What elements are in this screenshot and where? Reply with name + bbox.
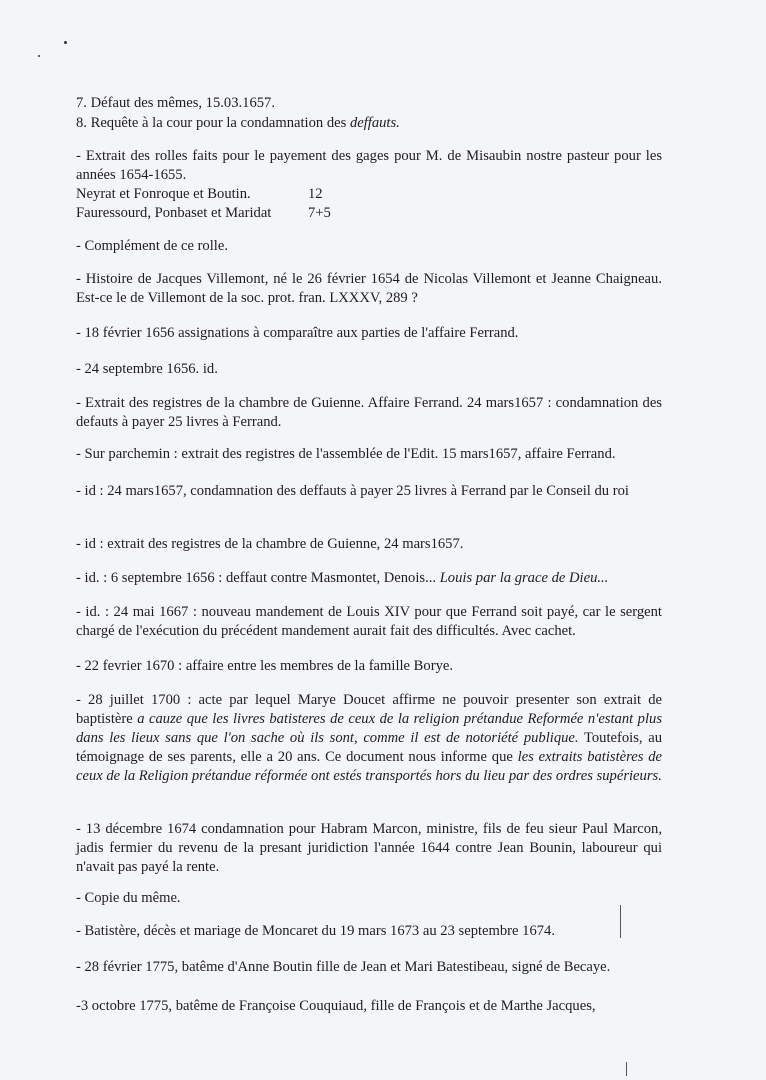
entry-conseil: - id : 24 mars1657, condamnation des deffauts à payer 25 livres à Ferrand par le Conseil du roi xyxy=(76,483,629,499)
entry-boutin: - 28 février 1775, batême d'Anne Boutin fille de Jean et Mari Batestibeau, signé de Becaye. xyxy=(76,959,611,975)
entry-parchemin: - Sur parchemin : extrait des registres de l'assemblée de l'Edit. 15 mars1657, affaire Ferrand. xyxy=(76,446,616,462)
entry-moncaret: - Batistère, décès et mariage de Moncaret du 19 mars 1673 au 23 septembre 1674. xyxy=(76,923,555,939)
entry-doucet: - 28 juillet 1700 : acte par lequel Marye Doucet affirme ne pouvoir presenter son extrait de baptistère a cauze que les livres batisteres de ceux de la religion prétandue Reformée n'estant plus dans les lieux sans que l'on sache où ils sont, comme il est de notoriété publique. Toutefois, au témoignage de ses parents, elle a 20 ans. Ce document nous informe que les extraits batistères de ceux de la Religion prétandue réformée ont estés transportés hors du lieu par des ordres supérieurs. xyxy=(76,692,663,784)
entry-masmontet: - id. : 6 septembre 1656 : deffaut contre Masmontet, Denois... Louis par la grace de Dieu... xyxy=(76,570,609,586)
rolles-row-2 xyxy=(76,204,331,223)
rolles-row-2-name: Fauressourd, Ponbaset et Maridat xyxy=(76,205,272,221)
entry-histoire: - Histoire de Jacques Villemont, né le 26 février 1654 de Nicolas Villemont et Jeanne Chaigneau. Est-ce le de Villemont de la soc. prot. fran. LXXXV, 289 ? xyxy=(76,271,662,306)
entry-rolles: - Extrait des rolles faits pour le payement des gages pour M. de Misaubin nostre pasteur pour les années 1654-1655. xyxy=(76,148,662,183)
rolles-row-1-name: Neyrat et Fonroque et Boutin. xyxy=(76,186,251,202)
rolles-row-1 xyxy=(76,185,323,204)
entry-couquiaud: -3 octobre 1775, batême de Françoise Couquiaud, fille de François et de Marthe Jacques, xyxy=(76,998,596,1014)
rolles-row-2-value: 7+5 xyxy=(308,205,331,221)
entry-sept-1656: - 24 septembre 1656. id. xyxy=(76,361,218,377)
entry-copie: - Copie du même. xyxy=(76,890,181,906)
entry-assignations: - 18 février 1656 assignations à comparaître aux parties de l'affaire Ferrand. xyxy=(76,325,519,341)
scan-margin-mark xyxy=(626,1062,627,1076)
rolles-row-1-value: 12 xyxy=(308,186,323,202)
entry-mandement: - id. : 24 mai 1667 : nouveau mandement de Louis XIV pour que Ferrand soit payé, car le sergent chargé de l'exécution du précédent mandement aurait fait des difficultés. Avec cachet. xyxy=(76,604,662,639)
entry-chambre: - id : extrait des registres de la chambre de Guienne, 24 mars1657. xyxy=(76,536,464,552)
scan-speck xyxy=(38,55,40,57)
entry-borye: - 22 fevrier 1670 : affaire entre les membres de la famille Borye. xyxy=(76,658,453,674)
scan-margin-mark xyxy=(620,905,621,938)
entry-guienne: - Extrait des registres de la chambre de Guienne. Affaire Ferrand. 24 mars1657 : condamnation des defauts à payer 25 livres à Ferrand. xyxy=(76,395,662,430)
entry-complement: - Complément de ce rolle. xyxy=(76,238,228,254)
line-requete: 8. Requête à la cour pour la condamnation des deffauts. xyxy=(76,115,400,131)
scan-speck xyxy=(64,41,67,44)
line-defaut: 7. Défaut des mêmes, 15.03.1657. xyxy=(76,95,276,111)
entry-marcon: - 13 décembre 1674 condamnation pour Habram Marcon, ministre, fils de feu sieur Paul Marcon, jadis fermier du revenu de la presant juridiction l'année 1644 contre Jean Bounin, laboureur qui n'avait pas payé la rente. xyxy=(76,821,662,875)
